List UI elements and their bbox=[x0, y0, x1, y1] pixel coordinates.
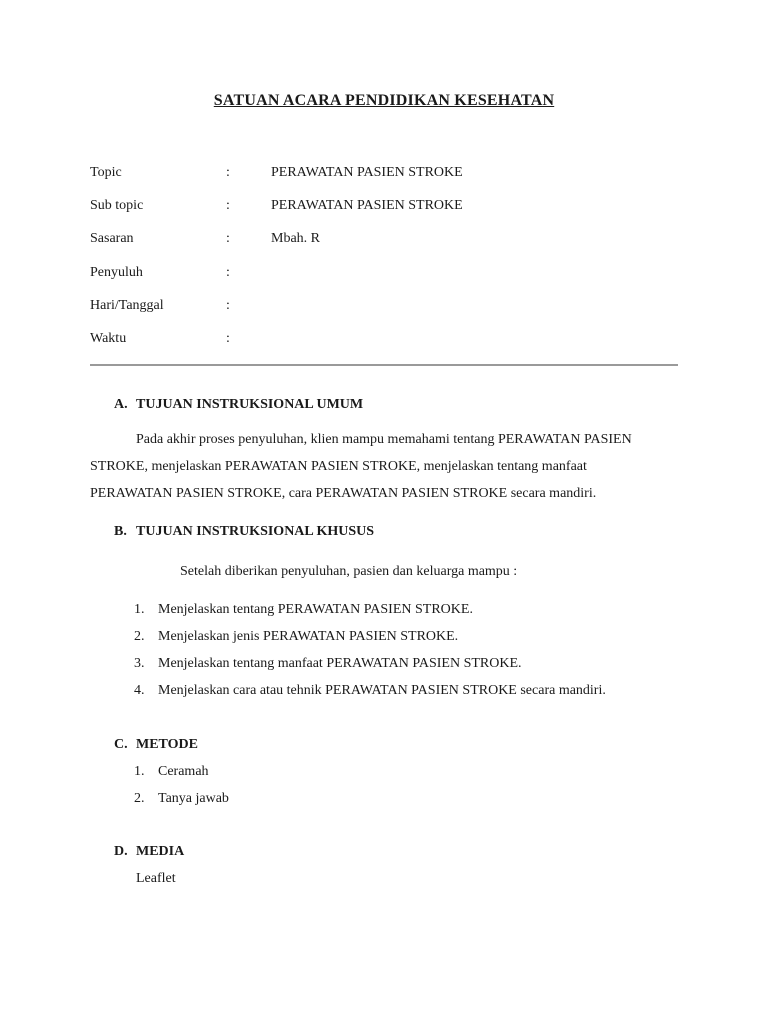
list-text: Menjelaskan tentang manfaat PERAWATAN PASIEN STROKE. bbox=[158, 656, 522, 671]
info-label: Penyuluh bbox=[90, 264, 143, 280]
list-text: Tanya jawab bbox=[158, 791, 229, 806]
section-letter: A. bbox=[114, 397, 128, 412]
info-label: Sub topic bbox=[90, 198, 144, 214]
section-letter: C. bbox=[114, 737, 128, 752]
info-table bbox=[90, 162, 680, 361]
section-title: TUJUAN INSTRUKSIONAL KHUSUS bbox=[136, 524, 375, 539]
list-number: 2. bbox=[134, 791, 145, 806]
paragraph-text: Pada akhir proses penyuluhan, klien mampu memahami tentang PERAWATAN PASIEN bbox=[136, 432, 632, 447]
info-label: Waktu bbox=[90, 330, 127, 346]
list-item bbox=[134, 683, 606, 699]
list-item bbox=[134, 764, 209, 780]
list-text: Menjelaskan jenis PERAWATAN PASIEN STROKE. bbox=[158, 629, 459, 644]
section-d-text: Leaflet bbox=[136, 871, 176, 886]
list-text: Menjelaskan cara atau tehnik PERAWATAN PASIEN STROKE secara mandiri. bbox=[158, 683, 606, 698]
section-d-heading bbox=[114, 844, 184, 860]
info-row-penyuluh bbox=[90, 262, 680, 295]
list-number: 4. bbox=[134, 683, 145, 698]
list-item bbox=[134, 791, 229, 807]
info-row-hari-tanggal bbox=[90, 295, 680, 328]
section-a-heading bbox=[114, 397, 363, 413]
info-value: PERAWATAN PASIEN STROKE bbox=[271, 165, 463, 180]
list-number: 2. bbox=[134, 629, 145, 644]
info-row-sasaran bbox=[90, 228, 680, 261]
info-colon: : bbox=[226, 330, 230, 346]
paragraph-line: PERAWATAN PASIEN STROKE, cara PERAWATAN PASIEN STROKE secara mandiri. bbox=[90, 486, 597, 501]
list-number: 1. bbox=[134, 602, 145, 617]
list-item bbox=[134, 602, 473, 618]
section-c-heading bbox=[114, 737, 198, 753]
section-b-heading bbox=[114, 524, 374, 540]
info-label: Topic bbox=[90, 165, 122, 180]
list-text: Menjelaskan tentang PERAWATAN PASIEN STROKE. bbox=[158, 602, 473, 617]
info-colon: : bbox=[226, 165, 230, 180]
list-item bbox=[134, 656, 522, 672]
info-label: Sasaran bbox=[90, 231, 134, 247]
info-value: Mbah. R bbox=[271, 231, 320, 247]
list-item bbox=[134, 629, 458, 645]
section-title: TUJUAN INSTRUKSIONAL UMUM bbox=[136, 397, 364, 412]
paragraph-line: STROKE, menjelaskan PERAWATAN PASIEN STROKE, menjelaskan tentang manfaat bbox=[90, 459, 587, 474]
section-a-paragraph bbox=[90, 426, 690, 507]
info-colon: : bbox=[226, 264, 230, 280]
divider-line bbox=[90, 364, 678, 366]
section-title: METODE bbox=[136, 737, 198, 752]
info-row-subtopic bbox=[90, 195, 680, 228]
document-title: SATUAN ACARA PENDIDIKAN KESEHATAN bbox=[213, 92, 555, 109]
list-text: Ceramah bbox=[158, 764, 209, 779]
section-b-intro: Setelah diberikan penyuluhan, pasien dan keluarga mampu : bbox=[180, 564, 518, 579]
section-letter: B. bbox=[114, 524, 127, 539]
info-row-waktu bbox=[90, 328, 680, 361]
info-colon: : bbox=[226, 231, 230, 247]
list-number: 3. bbox=[134, 656, 145, 671]
section-letter: D. bbox=[114, 844, 128, 859]
info-label: Hari/Tanggal bbox=[90, 297, 164, 313]
info-colon: : bbox=[226, 198, 230, 214]
info-value: PERAWATAN PASIEN STROKE bbox=[271, 198, 463, 214]
info-row-topic bbox=[90, 162, 680, 195]
info-colon: : bbox=[226, 297, 230, 313]
section-title: MEDIA bbox=[136, 844, 185, 859]
list-number: 1. bbox=[134, 764, 145, 779]
paragraph-line bbox=[90, 426, 690, 453]
